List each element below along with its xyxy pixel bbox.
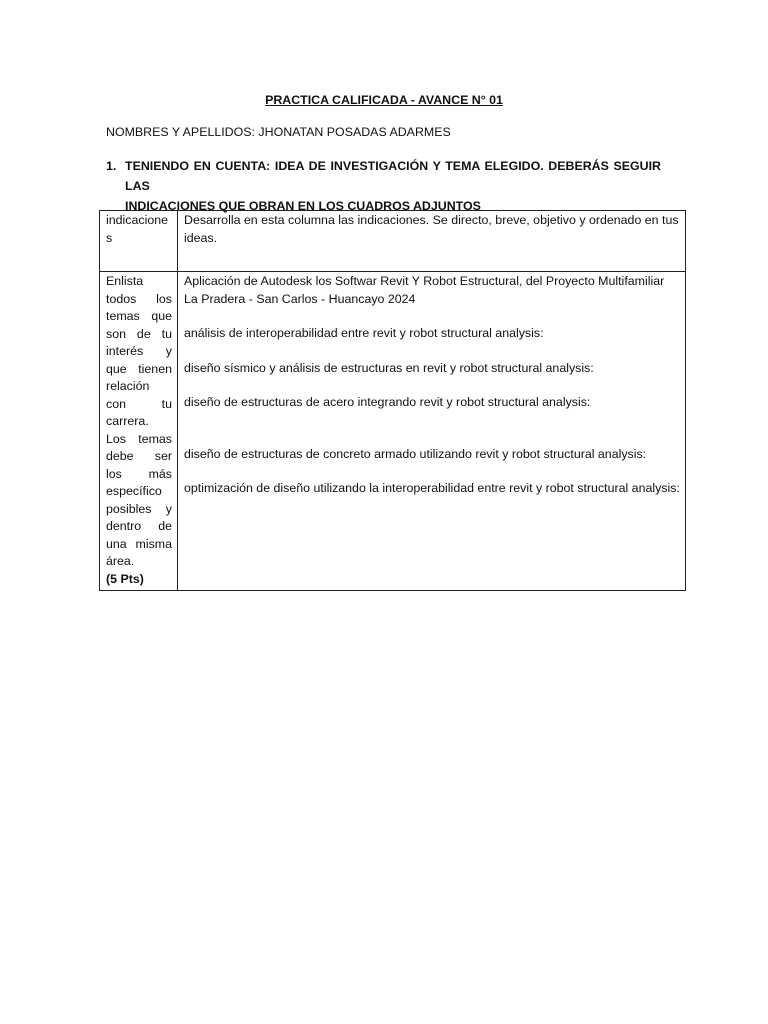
table-row	[100, 272, 686, 591]
instruction-line: relación	[106, 379, 150, 393]
instruction-line: posibles y	[106, 501, 172, 516]
topic-item: diseño sísmico y análisis de estructuras en revit y robot structural analysis:	[184, 360, 594, 375]
instruction-line: dentro de	[106, 519, 172, 533]
topic-item: análisis de interoperabilidad entre revit y robot structural analysis:	[184, 326, 544, 340]
student-name-line: NOMBRES Y APELLIDOS: JHONATAN POSADAS ADARMES	[106, 125, 451, 139]
table-header-row	[100, 211, 686, 272]
instruction-line: una misma	[106, 536, 172, 551]
instruction-line: interés y	[106, 344, 172, 358]
instruction-line: específico	[106, 484, 162, 498]
topic-item: diseño de estructuras de acero integrando revit y robot structural analysis:	[184, 395, 591, 409]
topics-cell	[178, 272, 686, 591]
header-left-line-2: s	[106, 230, 113, 245]
header-right-cell: Desarrolla en esta columna las indicaciones. Se directo, breve, objetivo y ordenado en tus ideas.	[178, 211, 686, 272]
points-label: (5 Pts)	[106, 571, 144, 586]
instruction-line: son de tu	[106, 326, 172, 341]
instruction-line: Enlista	[106, 274, 144, 288]
topic-item: diseño de estructuras de concreto armado utilizando revit y robot structural analysis:	[184, 446, 647, 461]
header-left-line-1: indicacione	[106, 213, 168, 227]
instruction-line: con tu	[106, 396, 172, 411]
instruction-line: Los temas	[106, 431, 172, 446]
header-left-cell	[100, 211, 178, 272]
question-number: 1.	[106, 159, 117, 173]
question-1	[106, 156, 661, 216]
topic-item: Aplicación de Autodesk los Softwar Revit Y Robot Estructural, del Proyecto Multifamiliar La Pradera - San Carlos - Huancayo 2024	[184, 274, 665, 306]
page-title: PRACTICA CALIFICADA - AVANCE N° 01	[265, 93, 503, 107]
instruction-line: carrera.	[106, 414, 149, 428]
instruction-line: los más	[106, 466, 172, 481]
instruction-line: área.	[106, 554, 135, 568]
instruction-line: temas que	[106, 309, 172, 323]
question-text	[125, 156, 661, 216]
question-text-line-1: TENIENDO EN CUENTA: IDEA DE INVESTIGACIÓN Y TEMA ELEGIDO. DEBERÁS SEGUIR LAS	[125, 159, 661, 193]
indications-table	[99, 210, 686, 591]
instructions-cell	[100, 272, 178, 591]
topic-item: optimización de diseño utilizando la interoperabilidad entre revit y robot structural analysis:	[184, 481, 680, 495]
instruction-line: debe ser	[106, 449, 172, 463]
question-text-line-2: INDICACIONES QUE OBRAN EN LOS CUADROS ADJUNTOS	[125, 199, 481, 213]
instruction-line: que tienen	[106, 361, 172, 376]
instruction-line: todos los	[106, 291, 172, 306]
